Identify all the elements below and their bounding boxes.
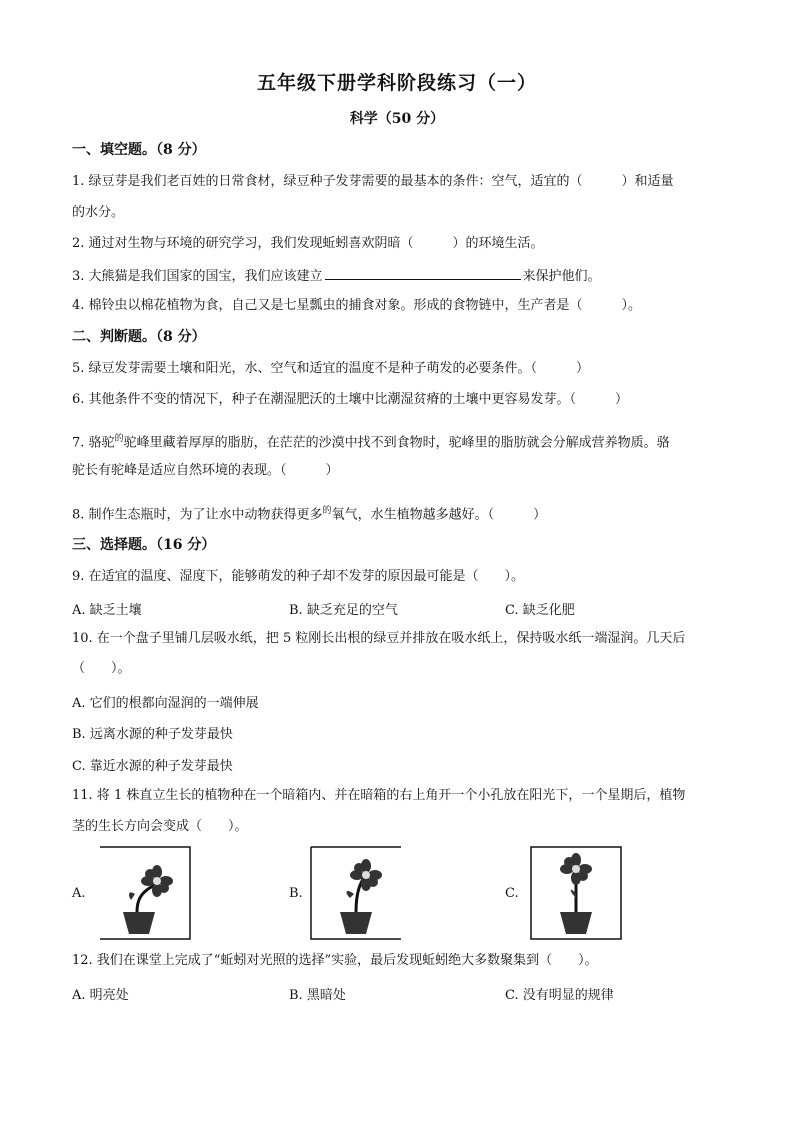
question-7-text-a: 7. 骆驼 — [72, 435, 115, 451]
question-6: 6. 其他条件不变的情况下，种子在潮湿肥沃的土壤中比潮湿贫瘠的土壤中更容易发芽。（ ） — [72, 392, 629, 407]
q12-option-c[interactable]: C. 没有明显的规律 — [505, 988, 614, 1003]
question-11-line2: 茎的生长方向会变成（ ）。 — [72, 819, 248, 834]
q9-option-b[interactable]: B. 缺乏充足的空气 — [289, 603, 398, 618]
question-5: 5. 绿豆发芽需要土壤和阳光，水、空气和适宜的温度不是种子萌发的必要条件。（ ） — [72, 361, 590, 376]
question-3 — [72, 266, 724, 286]
question-9: 9. 在适宜的温度、湿度下，能够萌发的种子却不发芽的原因最可能是（ ）。 — [72, 569, 525, 584]
leaf-icon — [347, 891, 354, 898]
question-4: 4. 棉铃虫以棉花植物为食，自己又是七星瓢虫的捕食对象。形成的食物链中，生产者是（ ）。 — [72, 298, 642, 313]
section3-heading: 三、选择题。（16 分） — [72, 537, 216, 553]
question-11-line1: 11. 将 1 株直立生长的植物种在一个暗箱内、并在暗箱的右上角开一个小孔放在阳光下，一个星期后，植物 — [72, 788, 686, 803]
section2-heading: 二、判断题。（8 分） — [72, 329, 206, 345]
q10-option-a[interactable]: A. 它们的根都向湿润的一端伸展 — [72, 696, 259, 711]
question-8 — [72, 502, 724, 524]
page-subtitle: 科学（50 分） — [349, 111, 445, 127]
question-1-line1: 1. 绿豆芽是我们老百姓的日常食材，绿豆种子发芽需要的最基本的条件：空气，适宜的（ ）和适量 — [72, 174, 674, 189]
question-8-text-a: 8. 制作生态瓶时，为了让水中动物获得更多 — [72, 507, 323, 523]
q11-option-a-label[interactable]: A. — [72, 886, 86, 901]
q10-option-b[interactable]: B. 远离水源的种子发芽最快 — [72, 727, 233, 742]
question-3-text-a: 3. 大熊猫是我们国家的国宝，我们应该建立 — [72, 269, 323, 284]
question-1-line2: 的水分。 — [72, 205, 125, 220]
q11-option-c-label[interactable]: C. — [505, 886, 519, 901]
pot-icon — [560, 912, 592, 934]
page-title: 五年级下册学科阶段练习（一） — [256, 72, 537, 94]
q10-option-c[interactable]: C. 靠近水源的种子发芽最快 — [72, 759, 233, 774]
question-7-text-b: 驼峰里藏着厚厚的脂肪，在茫茫的沙漠中找不到食物时，驼峰里的脂肪就会分解成营养物质。骆 — [123, 435, 670, 451]
question-7-line2: 驼长有驼峰是适应自然环境的表现。（ ） — [72, 463, 339, 478]
q9-option-c[interactable]: C. 缺乏化肥 — [505, 603, 575, 618]
pot-icon — [340, 912, 372, 934]
plant-figure-b[interactable] — [310, 846, 402, 940]
question-3-text-b: 来保护他们。 — [522, 269, 601, 284]
question-7-mark: 的 — [114, 434, 124, 444]
question-10-line1: 10. 在一个盘子里铺几层吸水纸，把 5 粒刚长出根的绿豆并排放在吸水纸上，保持吸水纸一端湿润。几天后 — [72, 631, 686, 646]
question-7-line1 — [72, 430, 724, 452]
flower-icon — [350, 859, 382, 891]
leaf-icon — [129, 892, 135, 900]
question-10-line2: （ ）。 — [72, 661, 131, 676]
question-3-blank[interactable] — [325, 266, 521, 280]
flower-icon — [560, 853, 592, 885]
question-12: 12. 我们在课堂上完成了“蚯蚓对光照的选择”实验，最后发现蚯蚓绝大多数聚集到（ ）。 — [72, 953, 598, 968]
q12-option-b[interactable]: B. 黑暗处 — [289, 988, 346, 1003]
q12-option-a[interactable]: A. 明亮处 — [72, 988, 129, 1003]
section1-heading: 一、填空题。（8 分） — [72, 142, 206, 158]
question-8-mark: 的 — [322, 506, 332, 516]
question-2: 2. 通过对生物与环境的研究学习，我们发现蚯蚓喜欢阴暗（ ）的环境生活。 — [72, 236, 544, 251]
plant-figure-c[interactable] — [530, 846, 622, 940]
q9-option-a[interactable]: A. 缺乏土壤 — [72, 603, 142, 618]
q11-option-b-label[interactable]: B. — [289, 886, 303, 901]
plant-figure-a[interactable] — [99, 846, 191, 940]
pot-icon — [123, 912, 155, 934]
question-8-text-b: 氧气，水生植物越多越好。（ ） — [331, 507, 547, 523]
